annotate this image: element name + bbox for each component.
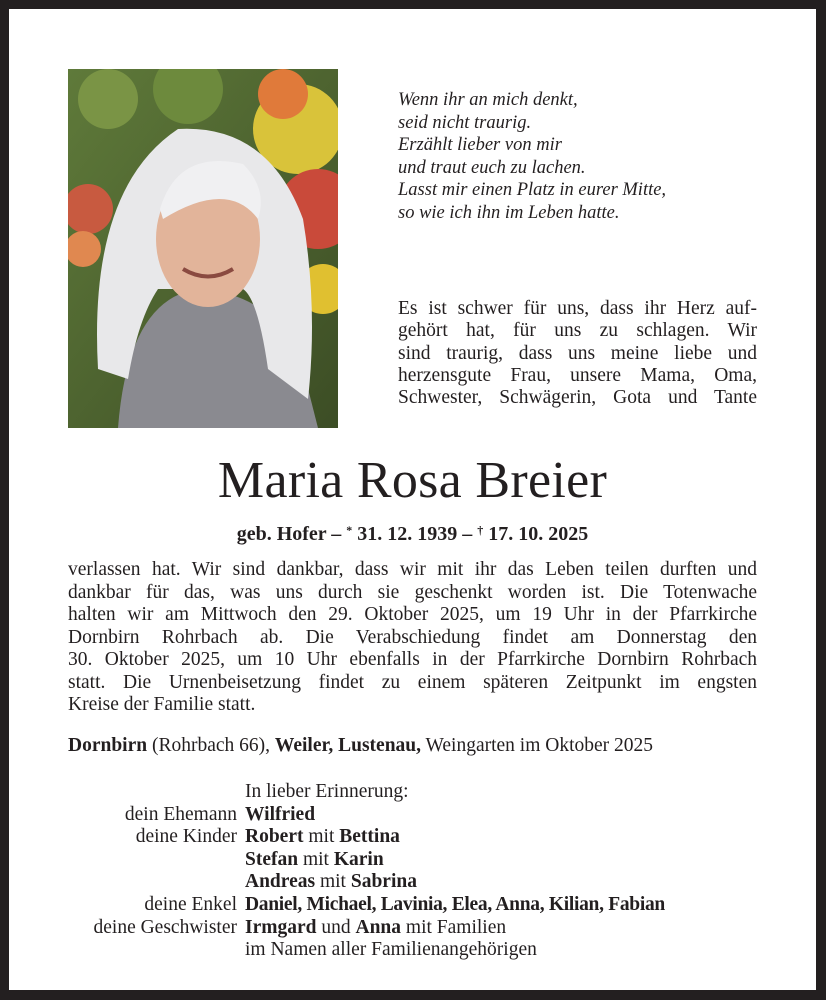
- husband-row: [9, 804, 665, 827]
- place-date: Weingarten im Oktober 2025: [421, 735, 654, 756]
- body-line: verlassen hat. Wir sind dankbar, dass wir mit ihr das Leben teilen durften und: [68, 559, 757, 580]
- body-line: halten wir am Mittwoch den 29. Oktober 2025, um 19 Uhr in der Pfarrkirche: [68, 604, 757, 625]
- places-line: [68, 735, 757, 757]
- relative-name: Stefan: [245, 848, 299, 870]
- relative-name: Wilfried: [245, 803, 316, 825]
- relative-name: Robert: [245, 826, 304, 848]
- maiden-name: geb. Hofer –: [236, 523, 342, 545]
- relative-name: Irmgard: [245, 916, 317, 938]
- place: Dornbirn: [68, 735, 148, 756]
- relation-label: dein Ehemann: [124, 803, 237, 825]
- death-date: 17. 10. 2025: [488, 523, 589, 545]
- poem: [398, 89, 666, 225]
- connector: und: [316, 916, 356, 938]
- relative-name: Andreas: [245, 871, 316, 893]
- intro-line: sind traurig, dass uns meine liebe und: [398, 342, 757, 364]
- intro-line: Schwester, Schwägerin, Gota und Tante: [398, 387, 757, 409]
- poem-line: und traut euch zu lachen.: [398, 157, 586, 178]
- relative-name: Bettina: [339, 826, 400, 848]
- body-line: dankbar für das, was uns durch sie geschenkt worden ist. Die Totenwache: [68, 581, 757, 603]
- body-line: statt. Die Urnenbeisetzung findet zu einem späteren Zeitpunkt im engsten: [68, 671, 757, 693]
- intro-line: herzensgute Frau, unsere Mama, Oma,: [398, 364, 757, 386]
- memorial-heading: In lieber Erinnerung:: [245, 781, 409, 802]
- poem-line: Erzählt lieber von mir: [398, 135, 562, 156]
- relation-label: deine Geschwister: [93, 916, 237, 938]
- intro-line: gehört hat, für uns zu schlagen. Wir: [398, 320, 757, 342]
- body-line: 30. Oktober 2025, um 10 Uhr ebenfalls in der Pfarrkirche Dornbirn Rohrbach: [68, 649, 757, 670]
- relation-label: deine Enkel: [144, 893, 237, 915]
- portrait-photo: [68, 69, 338, 428]
- connector: mit: [315, 871, 351, 893]
- birth-mark: *: [346, 523, 353, 537]
- poem-line: Wenn ihr an mich denkt,: [398, 90, 578, 110]
- memorial-list: [9, 781, 665, 962]
- connector: mit Familien: [401, 916, 507, 938]
- relative-name: Anna: [355, 916, 402, 938]
- place: Weiler, Lustenau,: [274, 735, 422, 756]
- child-row: [9, 826, 665, 849]
- relation-label: deine Kinder: [135, 826, 237, 848]
- birth-date: 31. 12. 1939 –: [357, 523, 473, 545]
- address: (Rohrbach 66),: [147, 735, 275, 756]
- body-line: Dornbirn Rohrbach ab. Die Verabschiedung findet am Donnerstag den: [68, 626, 757, 648]
- poem-line: seid nicht traurig.: [398, 112, 532, 133]
- closing-line: im Namen aller Familienangehörigen: [245, 939, 537, 961]
- life-dates: [9, 523, 816, 546]
- connector: mit: [303, 826, 340, 848]
- poem-line: Lasst mir einen Platz in eurer Mitte,: [398, 180, 667, 201]
- intro-line: Es ist schwer für uns, dass ihr Herz auf-: [398, 298, 757, 319]
- relative-name: Sabrina: [350, 871, 417, 893]
- poem-line: so wie ich ihn im Leben hatte.: [398, 202, 620, 223]
- connector: mit: [298, 848, 334, 870]
- obituary-page: [9, 9, 816, 990]
- relative-name: Karin: [333, 848, 384, 870]
- body-text: [68, 559, 757, 717]
- deceased-name: Maria Rosa Breier: [217, 452, 608, 509]
- intro-text: [398, 298, 757, 409]
- child-row: [9, 871, 665, 894]
- relative-names: Daniel, Michael, Lavinia, Elea, Anna, Kilian, Fabian: [245, 893, 665, 915]
- siblings-row: [9, 917, 665, 940]
- child-row: [9, 849, 665, 872]
- grandchildren-row: [9, 894, 665, 917]
- body-line: Kreise der Familie statt.: [68, 694, 256, 715]
- death-mark: †: [477, 523, 484, 537]
